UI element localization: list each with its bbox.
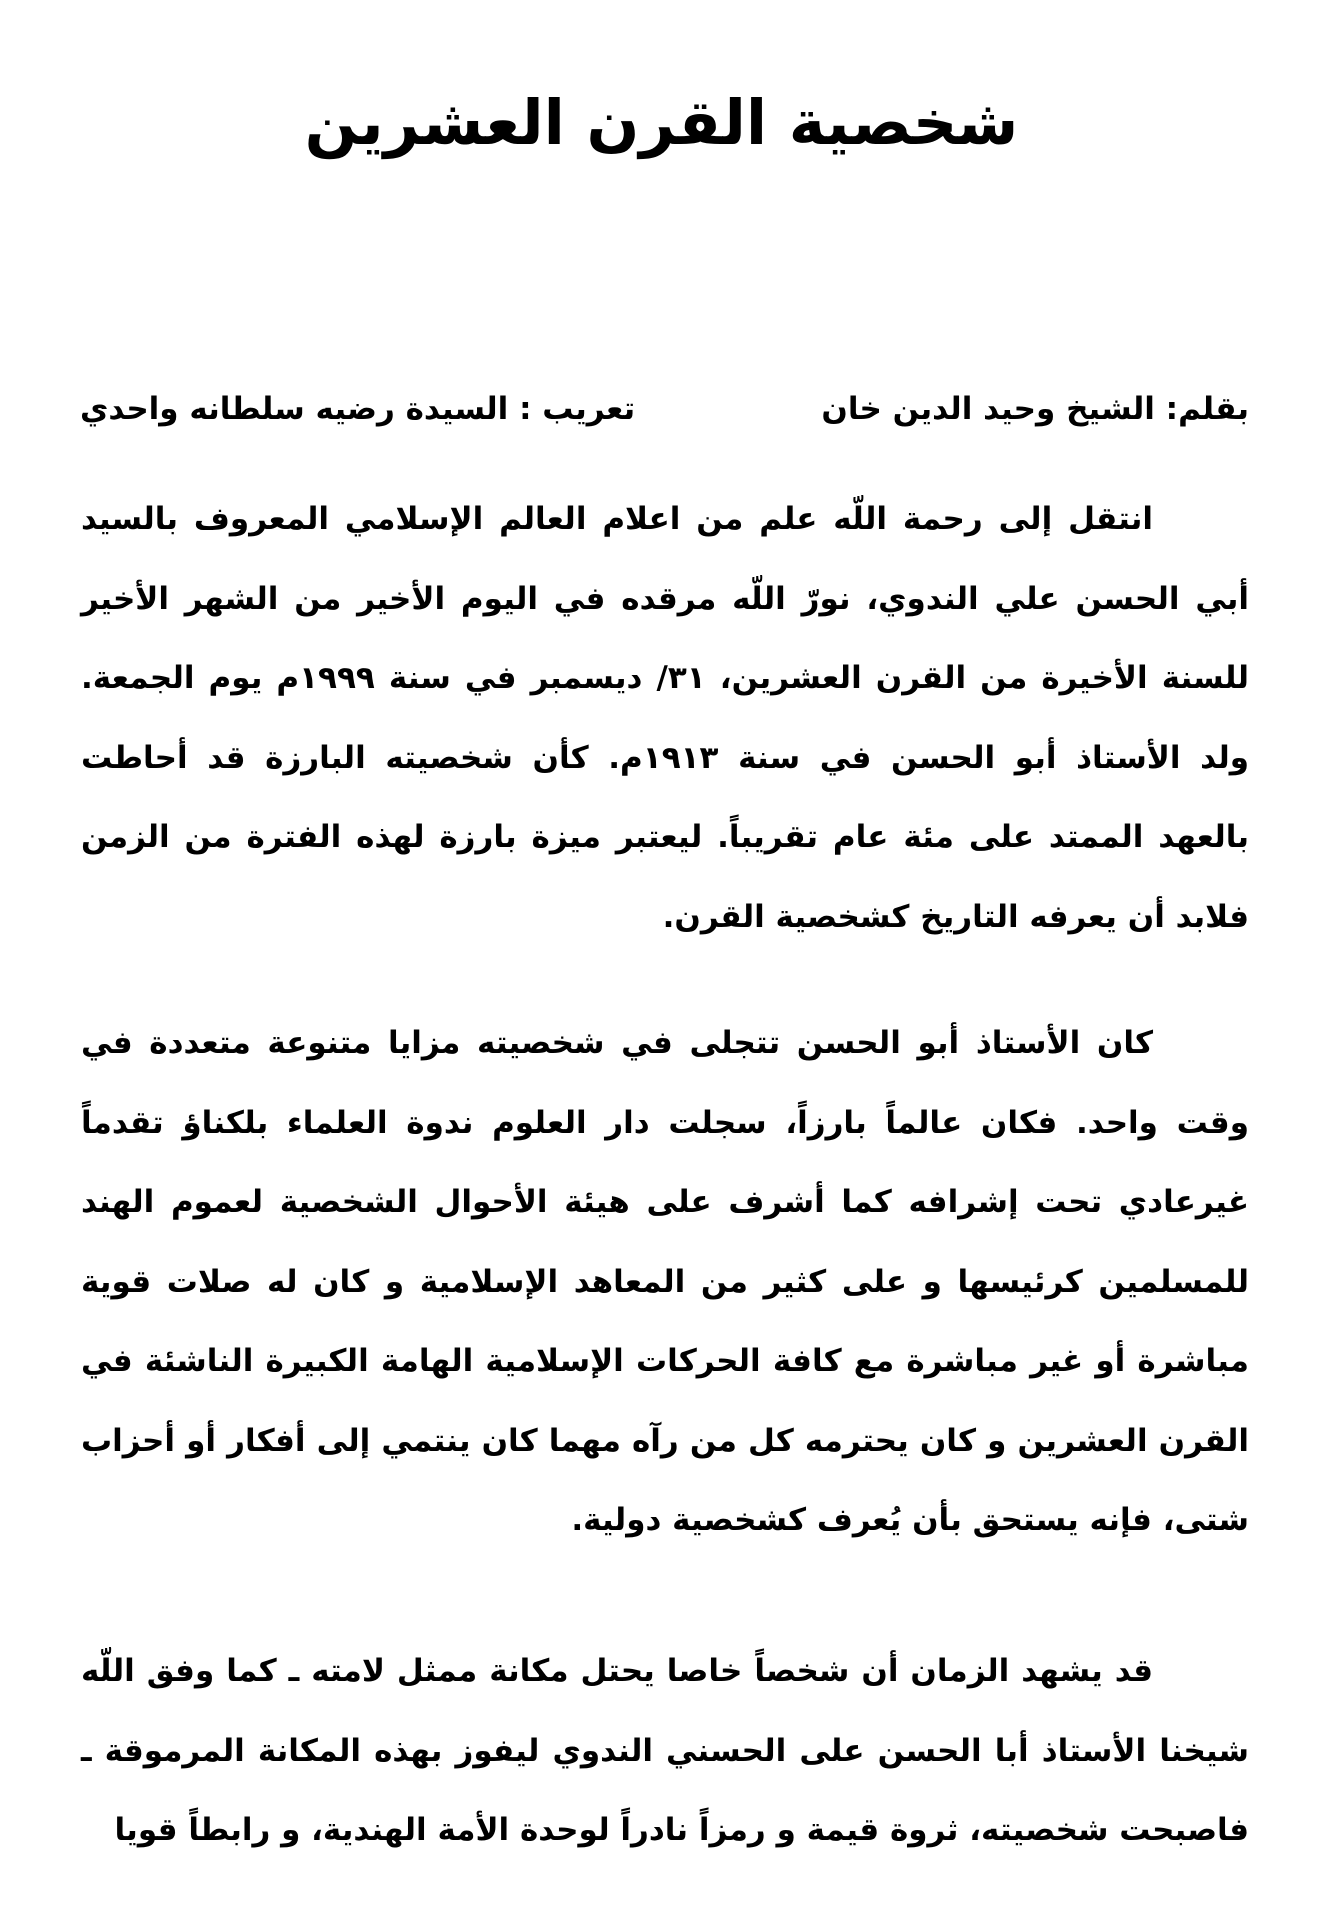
translator-credit: تعريب : السيدة رضيه سلطانه واحدي: [80, 391, 636, 427]
page-title: شخصية القرن العشرين: [304, 86, 1019, 159]
author-credit: بقلم: الشيخ وحيد الدين خان: [821, 391, 1249, 427]
paragraph-1: انتقل إلى رحمة اللّه علم من اعلام العالم الإسلامي المعروف بالسيد أبي الحسن علي الندوي، نورّ اللّه مرقده في اليوم الأخير من الشهر الأخير للسنة الأخيرة من القرن العشرين، ٣١/ ديسمبر في سنة ١٩٩٩م يوم الجمعة. ولد الأستاذ أبو الحسن في سنة ١٩١٣م. كأن شخصيته البارزة قد أحاطت بالعهد الممتد على مئة عام تقريباً. ليعتبر ميزة بارزة لهذه الفترة من الزمن فلابد أن يعرفه التاريخ كشخصية القرن.: [81, 501, 1249, 935]
paragraph-2: كان الأستاذ أبو الحسن تتجلى في شخصيته مزايا متنوعة متعددة في وقت واحد. فكان عالماً بارزاً، سجلت دار العلوم ندوة العلماء بلكناؤ تقدماً غيرعادي تحت إشرافه كما أشرف على هيئة الأحوال الشخصية لعموم الهند للمسلمين كرئيسها و على كثير من المعاهد الإسلامية و كان له صلات قوية مباشرة أو غير مباشرة مع كافة الحركات الإسلامية الهامة الكبيرة الناشئة في القرن العشرين و كان يحترمه كل من رآه مهما كان ينتمي إلى أفكار أو أحزاب شتى، فإنه يستحق بأن يُعرف كشخصية دولية.: [81, 1025, 1249, 1538]
paragraph-3: قد يشهد الزمان أن شخصاً خاصا يحتل مكانة ممثل لامته ـ كما وفق اللّه شيخنا الأستاذ أبا الحسن على الحسني الندوي ليفوز بهذه المكانة المرموقة ـ فاصبحت شخصيته، ثروة قيمة و رمزاً نادراً لوحدة الأمة الهندية، و رابطاً قويا: [81, 1653, 1249, 1848]
byline: [80, 382, 1249, 436]
